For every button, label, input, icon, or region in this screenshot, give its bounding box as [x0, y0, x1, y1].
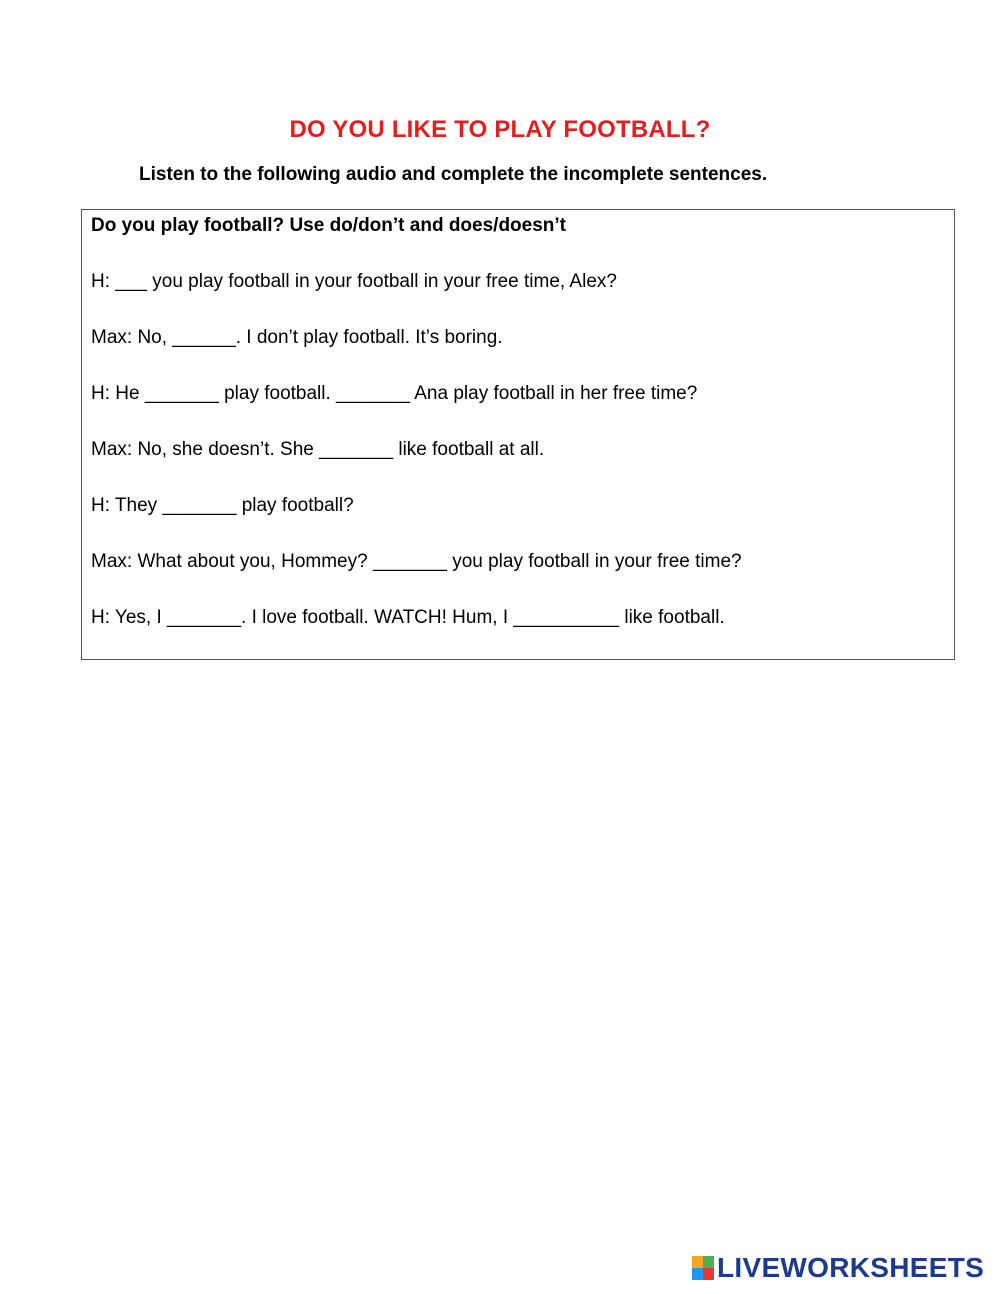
exercise-line-6: Max: What about you, Hommey? _______ you play football in your free time?: [91, 551, 742, 572]
exercise-line-4: Max: No, she doesn’t. She _______ like football at all.: [91, 439, 545, 460]
logo-tile-3: [692, 1268, 703, 1280]
liveworksheets-logo: [692, 1254, 984, 1282]
logo-text: LIVEWORKSHEETS: [717, 1252, 985, 1283]
worksheet-title: DO YOU LIKE TO PLAY FOOTBALL?: [289, 116, 711, 143]
instruction-text: Listen to the following audio and complete the incomplete sentences.: [139, 164, 768, 185]
exercise-line-5: H: They _______ play football?: [91, 495, 354, 516]
logo-tile-1: [692, 1256, 703, 1268]
exercise-line-1: H: ___ you play football in your football in your free time, Alex?: [91, 271, 617, 292]
exercise-heading: Do you play football? Use do/don’t and does/doesn’t: [91, 215, 567, 236]
exercise-box: [81, 209, 955, 660]
logo-mark-icon: [692, 1256, 714, 1280]
exercise-line-7: H: Yes, I _______. I love football. WATCH! Hum, I __________ like football.: [91, 607, 725, 628]
logo-tile-2: [703, 1256, 714, 1268]
exercise-line-2: Max: No, ______. I don’t play football. It’s boring.: [91, 327, 503, 348]
logo-tile-4: [703, 1268, 714, 1280]
exercise-line-3: H: He _______ play football. _______ Ana play football in her free time?: [91, 383, 698, 404]
